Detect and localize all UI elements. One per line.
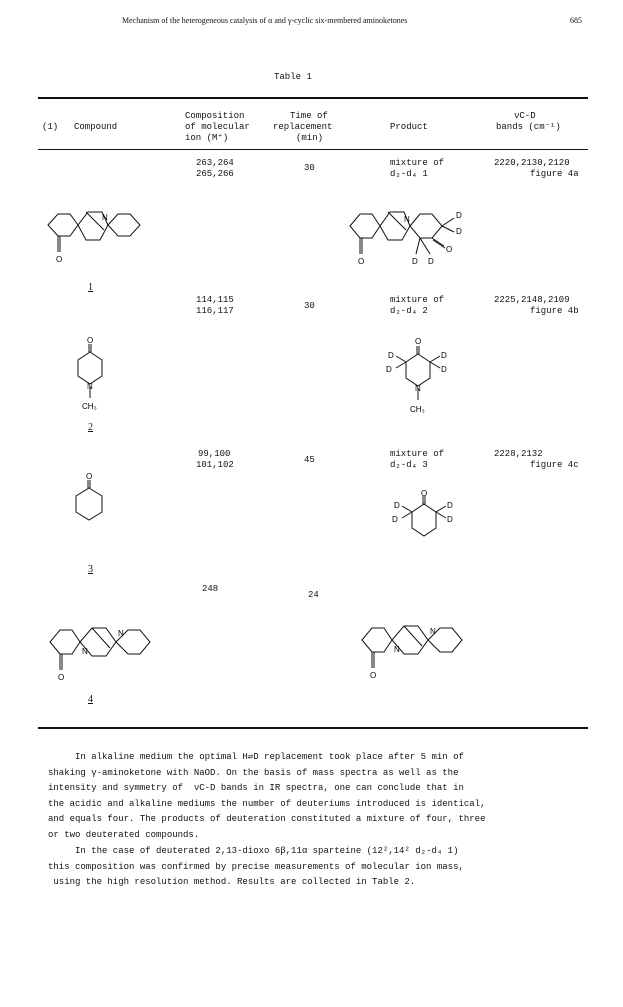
row1-composition-a: 263,264 <box>196 158 234 168</box>
compound-2-product-structure <box>378 336 458 420</box>
deuterium-label: D <box>441 351 447 360</box>
deuterium-label: D <box>386 365 392 374</box>
text-line: the acidic and alkaline mediums the number of deuteriums introduced is identical, <box>48 798 486 809</box>
compound-1-product-structure <box>340 196 480 278</box>
nitrogen-label: N <box>102 213 108 222</box>
deuterium-label: D <box>412 257 418 266</box>
row2-product-a: mixture of <box>390 295 445 305</box>
row3-bands-a: 2228,2132 <box>494 449 543 459</box>
text-line: or two deuterated compounds. <box>48 829 200 840</box>
nitrogen-label: N <box>118 629 124 638</box>
deuterium-label: D <box>447 501 453 510</box>
row2-composition-a: 114,115 <box>196 295 234 305</box>
compound-number-1: 1 <box>88 282 93 293</box>
oxygen-label: O <box>421 490 428 498</box>
methyl-label: CH₃ <box>410 405 425 414</box>
table-bottom-rule <box>38 727 588 729</box>
text-line: and equals four. The products of deuteration constituted a mixture of four, three <box>48 814 486 825</box>
body-paragraph-1 <box>48 750 593 844</box>
text-line: shaking γ-aminoketone with NaOD. On the basis of mass spectra as well as the <box>48 767 459 778</box>
oxygen-label: O <box>87 336 94 345</box>
row3-time: 45 <box>304 455 315 465</box>
row3-composition-a: 99,100 <box>198 449 231 459</box>
row4-time: 24 <box>308 590 319 600</box>
header-bands-1: νC-D <box>514 111 536 121</box>
header-composition-1: Composition <box>185 111 245 121</box>
compound-number-3: 3 <box>88 564 93 575</box>
body-paragraph-2 <box>48 844 593 891</box>
compound-3-structure <box>64 470 114 532</box>
header-composition-3: ion (M⁺) <box>185 133 229 143</box>
row1-product-a: mixture of <box>390 158 445 168</box>
text-line: using the high resolution method. Results are collected in Table 2. <box>48 877 416 888</box>
deuterium-label: D <box>456 211 462 220</box>
deuterium-label: D <box>428 257 434 266</box>
text-line: this composition was confirmed by precise measurements of molecular ion mass, <box>48 861 464 872</box>
deuterium-label: D <box>456 227 462 236</box>
row2-bands-b: figure 4b <box>530 306 579 316</box>
row2-composition-b: 116,117 <box>196 306 234 316</box>
table-header-rule <box>38 149 588 150</box>
row3-composition-b: 101,102 <box>196 460 234 470</box>
nitrogen-label: N <box>404 215 410 224</box>
oxygen-label: O <box>358 257 365 266</box>
row1-composition-b: 265,266 <box>196 169 234 179</box>
row3-bands-b: figure 4c <box>530 460 579 470</box>
row2-product-b: d₂-d₄ 2 <box>390 306 428 316</box>
row4-composition: 248 <box>202 584 219 594</box>
deuterium-label: D <box>394 501 400 510</box>
header-composition-2: of molecular <box>185 122 250 132</box>
compound-number-4: 4 <box>88 694 93 705</box>
row1-bands-b: figure 4a <box>530 169 579 179</box>
deuterium-label: D <box>392 515 398 524</box>
oxygen-label: O <box>56 255 63 264</box>
header-time-3: (min) <box>296 133 324 143</box>
row1-product-b: d₂-d₄ 1 <box>390 169 428 179</box>
text-line: intensity and symmetry of νC-D bands in IR spectra, one can conclude that in <box>48 783 464 794</box>
oxygen-label: O <box>58 673 65 682</box>
deuterium-label: D <box>441 365 447 374</box>
running-title: Mechanism of the heterogeneous catalysis of α and γ-cyclic six-membered aminoketones <box>122 16 408 25</box>
methyl-label: CH₃ <box>82 402 97 411</box>
oxygen-label: O <box>86 472 93 481</box>
row3-product-b: d₂-d₄ 3 <box>390 460 428 470</box>
table-top-rule <box>38 97 588 99</box>
compound-number-2: 2 <box>88 422 93 433</box>
oxygen-label: O <box>415 337 422 346</box>
nitrogen-label: N <box>430 627 436 636</box>
nitrogen-label: N <box>415 384 421 393</box>
table-label: Table 1 <box>274 72 312 82</box>
compound-4-structure <box>40 612 180 684</box>
row1-time: 30 <box>304 163 315 173</box>
row3-product-a: mixture of <box>390 449 445 459</box>
running-header <box>0 14 623 30</box>
oxygen-label: O <box>446 245 453 254</box>
header-time-1: Time of <box>290 111 328 121</box>
row1-bands-a: 2220,2130,2120 <box>494 158 570 168</box>
nitrogen-label: N <box>394 645 400 654</box>
header-time-2: replacement <box>273 122 333 132</box>
header-bands-2: bands (cm⁻¹) <box>496 122 561 132</box>
compound-1-structure <box>38 200 150 274</box>
page-number: 685 <box>570 16 582 25</box>
nitrogen-label: N <box>87 382 93 391</box>
deuterium-label: D <box>447 515 453 524</box>
row2-bands-a: 2225,2148,2109 <box>494 295 570 305</box>
compound-2-structure <box>60 336 120 416</box>
nitrogen-label: N <box>82 647 88 656</box>
deuterium-label: D <box>388 351 394 360</box>
header-product: Product <box>390 122 428 132</box>
row2-time: 30 <box>304 301 315 311</box>
oxygen-label: O <box>370 671 377 680</box>
text-line: In alkaline medium the optimal H⇌D replacement took place after 5 min of <box>48 752 464 762</box>
header-compound: Compound <box>74 122 118 132</box>
compound-3-product-structure <box>384 490 464 552</box>
text-line: In the case of deuterated 2,13-dioxo 6β,11α sparteine (12²,14² d₂-d₄ 1) <box>48 846 459 856</box>
compound-4-product-structure <box>352 610 492 682</box>
header-col1-number: (1) <box>42 122 59 132</box>
